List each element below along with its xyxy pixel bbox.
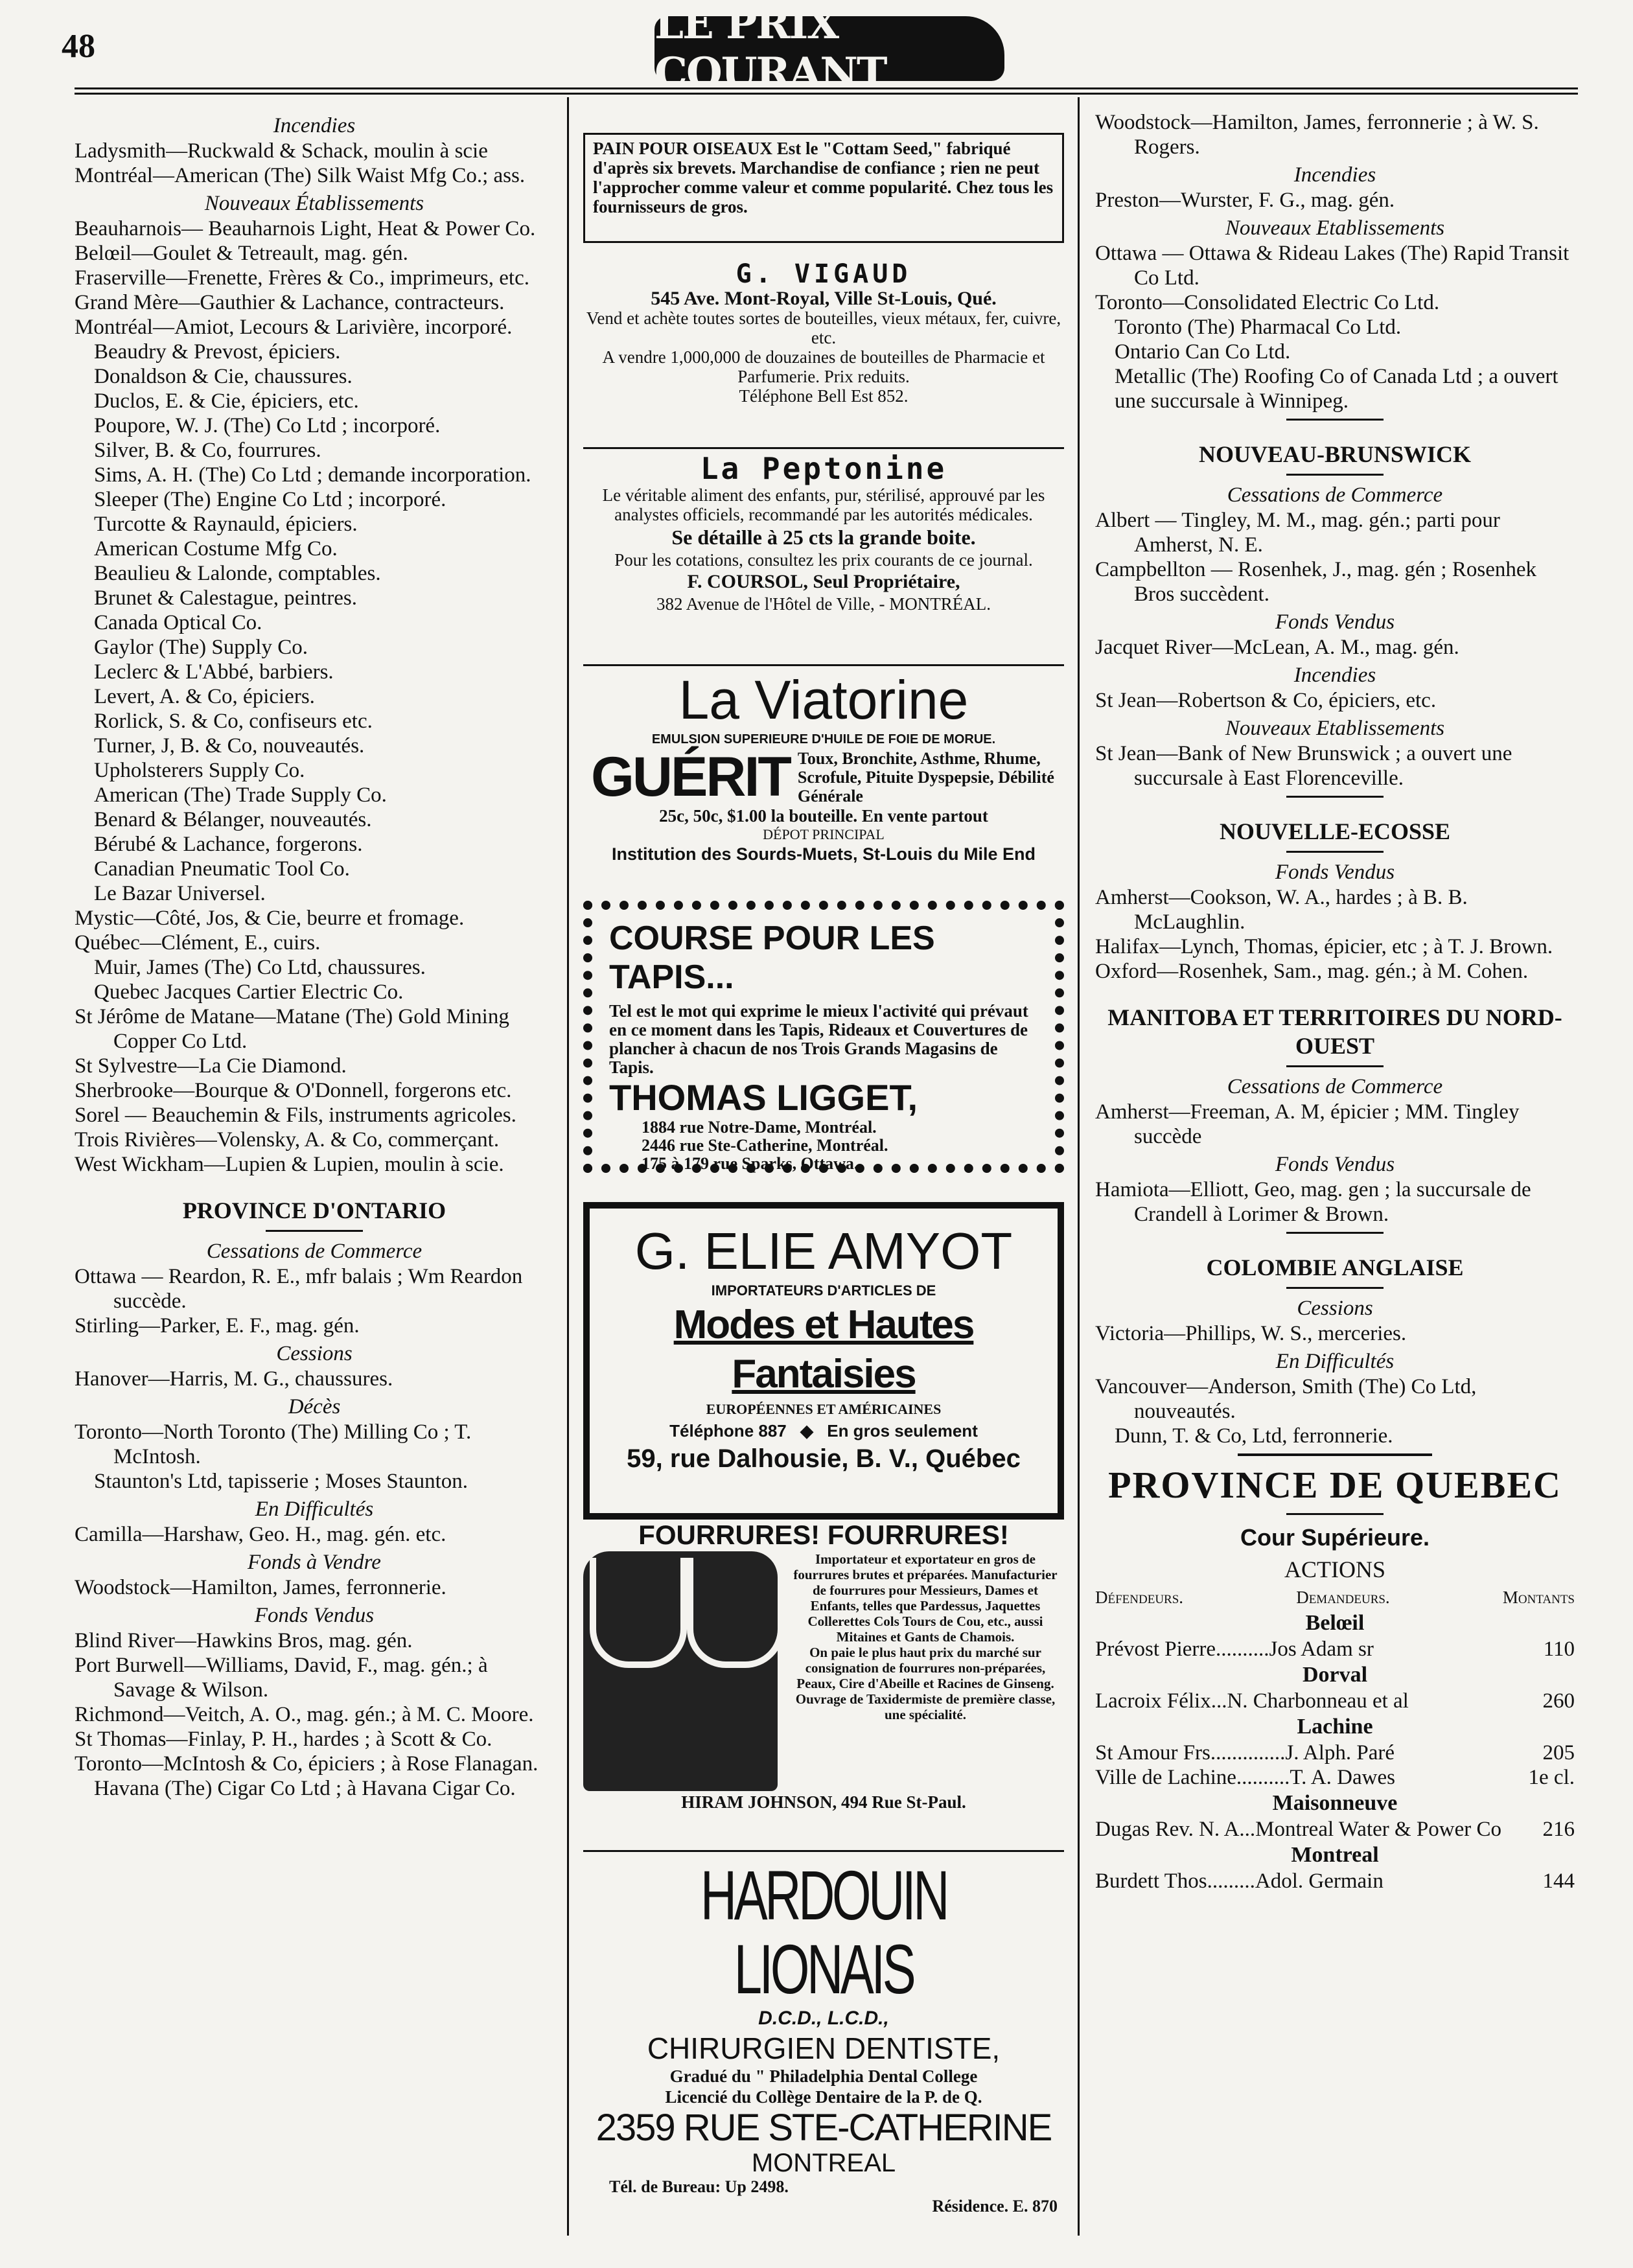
- divider: [1238, 1453, 1432, 1456]
- ad-fourrures: [583, 1513, 1064, 1813]
- notice-subentry: Le Bazar Universel.: [94, 882, 266, 905]
- fourrures-body: [583, 1551, 1064, 1791]
- peptonine-name: La Peptonine: [700, 451, 947, 486]
- tapis-address-1: 1884 rue Notre-Dame, Montréal.: [642, 1118, 877, 1137]
- tapis-body: Tel est le mot qui exprime le mieux l'activité qui prévaut en ce moment dans les Tapis, Rideaux et Couvertures de plancher à chacun de nos Trois Grands Magasins de Tapis.: [609, 1001, 1028, 1077]
- vigaud-line2: A vendre 1,000,000 de douzaines de bouteilles de Pharmacie et Parfumerie. Prix reduits.: [602, 347, 1045, 386]
- section-heading: Fonds Vendus: [1275, 861, 1395, 884]
- notice-subentry: Donaldson & Cie, chaussures.: [94, 365, 353, 388]
- amyot-importers: IMPORTATEURS D'ARTICLES DE: [711, 1282, 936, 1299]
- hardouin-name: HARDOUIN LIONAIS: [700, 1856, 947, 2008]
- header-defendants: Défendeurs.: [1095, 1588, 1184, 1607]
- notice-subentry: Sleeper (The) Engine Co Ltd ; incorporé.: [94, 488, 446, 511]
- vigaud-line1: Vend et achète toutes sortes de bouteilles, vieux métaux, fer, cuivre, etc.: [586, 308, 1061, 347]
- notice-subentry: Turcotte & Raynauld, épiciers.: [94, 513, 358, 536]
- section-heading: Cessions: [276, 1342, 353, 1365]
- hardouin-line1: Gradué du " Philadelphia Dental College: [669, 2066, 978, 2086]
- notice-subentry: Rorlick, S. & Co, confiseurs etc.: [94, 710, 373, 733]
- ad-hardouin: [583, 1850, 1064, 2216]
- fourrures-text: [787, 1551, 1064, 1722]
- fourrures-para-3: Ouvrage de Taxidermiste de première classe, une spécialité.: [795, 1691, 1056, 1722]
- province-heading: PROVINCE D'ONTARIO: [182, 1198, 446, 1223]
- notice-subentry: American Costume Mfg Co.: [94, 537, 338, 561]
- place-heading: Lachine: [1297, 1715, 1373, 1739]
- notice-subentry: Staunton's Ltd, tapisserie ; Moses Staunton.: [94, 1470, 469, 1493]
- notice-entry: Vancouver—Anderson, Smith (The) Co Ltd, nouveautés.: [1095, 1375, 1477, 1423]
- notice-subentry: Brunet & Calestague, peintres.: [94, 586, 357, 610]
- notice-subentry: Dunn, T. & Co, Ltd, ferronnerie.: [1115, 1424, 1393, 1448]
- column-divider-left: [567, 97, 569, 2236]
- viatorine-sub: EMULSION SUPERIEURE D'HUILE DE FOIE DE MORUE.: [651, 732, 996, 746]
- action-amount: 260: [1542, 1689, 1575, 1713]
- vigaud-telephone: Téléphone Bell Est 852.: [739, 386, 909, 406]
- notice-entry: Jacquet River—McLean, A. M., mag. gén.: [1095, 636, 1459, 659]
- notice-entry: Blind River—Hawkins Bros, mag. gén.: [75, 1629, 413, 1652]
- vigaud-address: 545 Ave. Mont-Royal, Ville St-Louis, Qué.: [651, 288, 997, 309]
- divider: [1286, 796, 1384, 798]
- notice-subentry: Canada Optical Co.: [94, 611, 262, 634]
- divider: [1286, 419, 1384, 421]
- notice-entry: Amherst—Cookson, W. A., hardes ; à B. B. McLaughlin.: [1095, 886, 1468, 934]
- amyot-address: 59, rue Dalhousie, B. V., Québec: [627, 1444, 1021, 1473]
- action-parties: Burdett Thos.........Adol. Germain: [1095, 1869, 1384, 1893]
- notice-subentry: Metallic (The) Roofing Co of Canada Ltd ; a ouvert une succursale à Winnipeg.: [1115, 365, 1558, 413]
- notice-subentry: Duclos, E. & Cie, épiciers, etc.: [94, 389, 359, 413]
- notice-subentry: Benard & Bélanger, nouveautés.: [94, 808, 372, 831]
- notice-entry: Oxford—Rosenhek, Sam., mag. gén.; à M. Cohen.: [1095, 960, 1529, 983]
- section-heading: Cessations de Commerce: [1227, 483, 1443, 507]
- viatorine-guerit: GUÉRIT: [591, 746, 790, 808]
- tapis-name: THOMAS LIGGET,: [609, 1077, 918, 1118]
- divider: [1286, 1232, 1384, 1234]
- notice-entry: Woodstock—Hamilton, James, ferronnerie ; à W. S. Rogers.: [1095, 111, 1539, 159]
- notice-subentry: Beaulieu & Lalonde, comptables.: [94, 562, 381, 585]
- action-parties: Prévost Pierre..........Jos Adam sr: [1095, 1637, 1374, 1661]
- section-heading: Fonds Vendus: [1275, 610, 1395, 634]
- notice-entry: Montréal—American (The) Silk Waist Mfg Co.; ass.: [75, 164, 526, 187]
- section-heading: Cessions: [1297, 1297, 1373, 1320]
- action-row: [1095, 1637, 1575, 1661]
- notice-entry: Sherbrooke—Bourque & O'Donnell, forgerons etc.: [75, 1079, 512, 1102]
- diamond-icon: ◆: [800, 1421, 813, 1441]
- divider: [1286, 1287, 1384, 1289]
- notice-entry: Amherst—Freeman, A. M, épicier ; MM. Tingley succède: [1095, 1100, 1520, 1148]
- fourrures-para-1: Importateur et exportateur en gros de fourrures brutes et préparées. Manufacturier de fourrures pour Messieurs, Dames et Enfants, telles que Pardessus, Jaquettes Collerettes Cols Tours de Cou, etc., aussi Mitaines et Gants de Chamois.: [793, 1551, 1058, 1645]
- divider: [266, 1230, 363, 1232]
- notice-entry: Port Burwell—Williams, David, F., mag. gén.; à Savage & Wilson.: [75, 1654, 488, 1702]
- viatorine-ills: Toux, Bronchite, Asthme, Rhume, Scrofule, Pituite Dyspepsie, Débilité Générale: [797, 748, 1054, 805]
- section-heading: Nouveaux Etablissements: [1225, 717, 1445, 740]
- right-column: [1095, 110, 1575, 1893]
- header-amounts: Montants: [1502, 1588, 1575, 1607]
- amyot-contact: [596, 1420, 1051, 1442]
- action-row: [1095, 1869, 1575, 1893]
- tapis-address-2: 2446 rue Ste-Catherine, Montréal.: [642, 1136, 888, 1155]
- fourrures-signature: HIRAM JOHNSON, 494 Rue St-Paul.: [681, 1792, 966, 1812]
- notice-entry: Stirling—Parker, E. F., mag. gén.: [75, 1314, 360, 1337]
- notice-entry: Hamiota—Elliott, Geo, mag. gen ; la succursale de Crandell à Lorimer & Brown.: [1095, 1178, 1531, 1226]
- hardouin-title: CHIRURGIEN DENTISTE,: [647, 2031, 1001, 2065]
- divider: [1286, 474, 1384, 476]
- notice-entry: Preston—Wurster, F. G., mag. gén.: [1095, 189, 1395, 212]
- notice-entry: Woodstock—Hamilton, James, ferronnerie.: [75, 1576, 446, 1599]
- notice-entry: Toronto—North Toronto (The) Milling Co ; T. McIntosh.: [75, 1420, 472, 1468]
- divider: [1286, 1513, 1384, 1515]
- notice-subentry: Quebec Jacques Cartier Electric Co.: [94, 980, 404, 1004]
- notice-subentry: Canadian Pneumatic Tool Co.: [94, 857, 350, 881]
- notice-subentry: American (The) Trade Supply Co.: [94, 783, 387, 807]
- header-plaintiffs: Demandeurs.: [1296, 1588, 1390, 1607]
- ad-peptonine: [583, 447, 1064, 614]
- actions-headers: [1095, 1585, 1575, 1610]
- actions-list: [1095, 1610, 1575, 1893]
- notice-entry: Victoria—Phillips, W. S., merceries.: [1095, 1322, 1407, 1345]
- action-amount: 110: [1543, 1637, 1575, 1661]
- notice-entry: Ladysmith—Ruckwald & Schack, moulin à scie: [75, 139, 488, 163]
- section-heading: Incendies: [1293, 664, 1376, 687]
- hardouin-line2: Licencié du Collège Dentaire de la P. de Q.: [665, 2087, 982, 2107]
- notice-entry: St Sylvestre—La Cie Diamond.: [75, 1054, 347, 1078]
- amyot-wholesale: En gros seulement: [827, 1421, 978, 1441]
- hardouin-telephone: Tél. de Bureau: Up 2498.: [609, 2177, 789, 2196]
- action-row: [1095, 1765, 1575, 1790]
- quebec-title: PROVINCE DE QUEBEC: [1108, 1464, 1562, 1506]
- peptonine-price: Se détaille à 25 cts la grande boite.: [671, 526, 976, 549]
- fourrures-title: FOURRURES! FOURRURES!: [638, 1520, 1009, 1550]
- viatorine-body: [583, 748, 1064, 806]
- masthead-logo: LE PRIX COURANT: [654, 16, 1004, 81]
- notice-subentry: Bérubé & Lachance, forgerons.: [94, 833, 363, 856]
- divider: [1286, 851, 1384, 853]
- notice-entry: Montréal—Amiot, Lecours & Larivière, incorporé.: [75, 316, 513, 339]
- left-column: [75, 110, 554, 1801]
- province-heading: COLOMBIE ANGLAISE: [1206, 1255, 1464, 1280]
- section-heading: En Difficultés: [255, 1498, 374, 1521]
- action-row: [1095, 1741, 1575, 1765]
- fourrures-para-2: On paie le plus haut prix du marché sur consignation de fourrures non-préparées, Peaux, Cire d'Abeille et Racines de Ginseng.: [796, 1645, 1054, 1691]
- vigaud-name: G. VIGAUD: [735, 259, 912, 289]
- place-heading: Maisonneuve: [1272, 1791, 1398, 1815]
- section-heading: Incendies: [1293, 163, 1376, 187]
- notice-entry: Grand Mère—Gauthier & Lachance, contracteurs.: [75, 291, 505, 314]
- section-heading: En Difficultés: [1275, 1350, 1395, 1373]
- peptonine-owner: F. COURSOL, Seul Propriétaire,: [687, 571, 960, 592]
- viatorine-name: La Viatorine: [678, 669, 969, 730]
- notice-entry: Trois Rivières—Volensky, A. & Co, commerçant.: [75, 1128, 500, 1151]
- section-heading: Nouveaux Établissements: [204, 192, 424, 215]
- notice-subentry: Havana (The) Cigar Co Ltd ; à Havana Cigar Co.: [94, 1777, 516, 1800]
- action-parties: Lacroix Félix...N. Charbonneau et al: [1095, 1689, 1409, 1713]
- action-amount: 144: [1542, 1869, 1575, 1893]
- ad-pain-text: PAIN POUR OISEAUX Est le "Cottam Seed," fabriqué d'après six brevets. Marchandise de confiance ; rien ne peut l'approcher comme valeur et comme popularité. Chez tous les fournisseurs de gros.: [593, 139, 1054, 216]
- notice-subentry: Upholsterers Supply Co.: [94, 759, 305, 782]
- court-title: Cour Supérieure.: [1240, 1524, 1430, 1551]
- notice-subentry: Levert, A. & Co, épiciers.: [94, 685, 315, 708]
- top-rule-2: [75, 93, 1578, 95]
- action-parties: St Amour Frs..............J. Alph. Paré: [1095, 1741, 1395, 1765]
- section-heading: Cessations de Commerce: [206, 1240, 423, 1263]
- notice-subentry: Muir, James (The) Co Ltd, chaussures.: [94, 956, 426, 979]
- notice-entry: Fraserville—Frenette, Frères & Co., imprimeurs, etc.: [75, 266, 529, 290]
- deer-illustration: [583, 1551, 778, 1791]
- ad-amyot: [583, 1202, 1064, 1520]
- notice-subentry: Sims, A. H. (The) Co Ltd ; demande incorporation.: [94, 463, 531, 487]
- action-amount: 1e cl.: [1528, 1766, 1575, 1789]
- column-divider-right: [1078, 97, 1080, 2236]
- notice-subentry: Silver, B. & Co, fourrures.: [94, 439, 321, 462]
- notice-entry: Belœil—Goulet & Tetreault, mag. gén.: [75, 242, 408, 265]
- notice-entry: Halifax—Lynch, Thomas, épicier, etc ; à T. J. Brown.: [1095, 935, 1553, 958]
- section-heading: Décès: [288, 1395, 341, 1418]
- peptonine-line3: Pour les cotations, consultez les prix courants de ce journal.: [614, 550, 1033, 570]
- notice-subentry: Beaudry & Prevost, épiciers.: [94, 340, 341, 364]
- peptonine-line1: Le véritable aliment des enfants, pur, stérilisé, approuvé par les analystes officiels, recommandé par les autorités médicales.: [602, 485, 1045, 524]
- hardouin-city: MONTREAL: [751, 2149, 896, 2177]
- place-heading: Dorval: [1302, 1663, 1368, 1687]
- action-row: [1095, 1689, 1575, 1713]
- notice-entry: Toronto—McIntosh & Co, épiciers ; à Rose Flanagan.: [75, 1752, 539, 1776]
- notice-subentry: Ontario Can Co Ltd.: [1115, 340, 1291, 364]
- page-number: 48: [62, 28, 95, 65]
- notice-subentry: Leclerc & L'Abbé, barbiers.: [94, 660, 334, 684]
- tapis-title: COURSE POUR LES TAPIS...: [609, 920, 935, 996]
- action-parties: Ville de Lachine..........T. A. Dawes: [1095, 1766, 1395, 1789]
- notice-entry: Albert — Tingley, M. M., mag. gén.; parti pour Amherst, N. E.: [1095, 509, 1500, 557]
- notice-entry: Toronto—Consolidated Electric Co Ltd.: [1095, 291, 1440, 314]
- notice-subentry: Toronto (The) Pharmacal Co Ltd.: [1115, 316, 1402, 339]
- action-amount: 216: [1542, 1818, 1575, 1841]
- notice-entry: Richmond—Veitch, A. O., mag. gén.; à M. C. Moore.: [75, 1703, 534, 1726]
- section-heading: Fonds Vendus: [254, 1604, 375, 1627]
- divider: [1286, 1065, 1384, 1067]
- viatorine-depot: DÉPOT PRINCIPAL: [763, 826, 885, 842]
- ad-viatorine: [583, 664, 1064, 864]
- notice-entry: St Jean—Bank of New Brunswick ; a ouvert une succursale à East Florenceville.: [1095, 742, 1512, 790]
- action-amount: 205: [1542, 1741, 1575, 1765]
- notice-entry: St Thomas—Finlay, P. H., hardes ; à Scott & Co.: [75, 1728, 492, 1751]
- peptonine-address: 382 Avenue de l'Hôtel de Ville, - MONTRÉAL.: [656, 594, 991, 614]
- notice-entry: Camilla—Harshaw, Geo. H., mag. gén. etc.: [75, 1523, 446, 1546]
- tapis-address-3: 175 à 179 rue Sparks, Ottawa.: [642, 1154, 859, 1173]
- province-heading: NOUVELLE-ECOSSE: [1219, 818, 1451, 844]
- hardouin-degrees: D.C.D., L.C.D.,: [758, 2008, 889, 2029]
- action-parties: Dugas Rev. N. A...Montreal Water & Power Co: [1095, 1818, 1501, 1841]
- amyot-modes: Modes et Hautes Fantaisies: [673, 1302, 974, 1396]
- section-heading: Nouveaux Etablissements: [1225, 216, 1445, 240]
- notice-entry: Ottawa — Ottawa & Rideau Lakes (The) Rapid Transit Co Ltd.: [1095, 242, 1569, 290]
- notice-entry: Beauharnois— Beauharnois Light, Heat & Power Co.: [75, 217, 536, 240]
- ad-vigaud: [583, 259, 1064, 406]
- notice-entry: Hanover—Harris, M. G., chaussures.: [75, 1367, 393, 1391]
- notice-entry: Sorel — Beauchemin & Fils, instruments agricoles.: [75, 1104, 516, 1127]
- action-row: [1095, 1817, 1575, 1842]
- notice-entry: Campbellton — Rosenhek, J., mag. gén ; Rosenhek Bros succèdent.: [1095, 558, 1536, 606]
- notice-subentry: Gaylor (The) Supply Co.: [94, 636, 308, 659]
- notice-subentry: Poupore, W. J. (The) Co Ltd ; incorporé.: [94, 414, 441, 437]
- notice-entry: Ottawa — Reardon, R. E., mfr balais ; Wm Reardon succède.: [75, 1265, 523, 1313]
- section-heading: Cessations de Commerce: [1227, 1075, 1443, 1098]
- amyot-name: G. ELIE AMYOT: [634, 1222, 1013, 1280]
- ad-tapis: [583, 901, 1064, 1173]
- notice-entry: St Jean—Robertson & Co, épiciers, etc.: [1095, 689, 1437, 712]
- viatorine-price: 25c, 50c, $1.00 la bouteille. En vente partout: [659, 806, 988, 826]
- notice-entry: St Jérôme de Matane—Matane (The) Gold Mining Copper Co Ltd.: [75, 1005, 509, 1053]
- notice-subentry: Turner, J, B. & Co, nouveautés.: [94, 734, 365, 758]
- section-heading: Fonds Vendus: [1275, 1153, 1395, 1176]
- province-heading: NOUVEAU-BRUNSWICK: [1198, 441, 1472, 467]
- notice-entry: Mystic—Côté, Jos, & Cie, beurre et fromage.: [75, 907, 465, 930]
- right-column-notices: [1095, 110, 1575, 1448]
- ad-pain-oiseaux: [583, 133, 1064, 243]
- hardouin-address: 2359 RUE STE-CATHERINE: [596, 2107, 1052, 2149]
- section-heading: Incendies: [273, 114, 356, 137]
- hardouin-residence: Résidence. E. 870: [932, 2197, 1058, 2216]
- notice-entry: West Wickham—Lupien & Lupien, moulin à scie.: [75, 1153, 504, 1176]
- top-rule: [75, 87, 1578, 89]
- section-heading: Fonds à Vendre: [248, 1551, 381, 1574]
- amyot-origin: EUROPÉENNES ET AMÉRICAINES: [706, 1401, 942, 1417]
- viatorine-institution: Institution des Sourds-Muets, St-Louis du Mile End: [612, 844, 1036, 864]
- place-heading: Montreal: [1291, 1843, 1379, 1867]
- notice-entry: Québec—Clément, E., cuirs.: [75, 931, 321, 955]
- province-heading: MANITOBA ET TERRITOIRES DU NORD-OUEST: [1107, 1004, 1562, 1059]
- actions-heading: ACTIONS: [1284, 1556, 1385, 1582]
- amyot-telephone: Téléphone 887: [669, 1421, 787, 1441]
- place-heading: Belœil: [1305, 1611, 1365, 1635]
